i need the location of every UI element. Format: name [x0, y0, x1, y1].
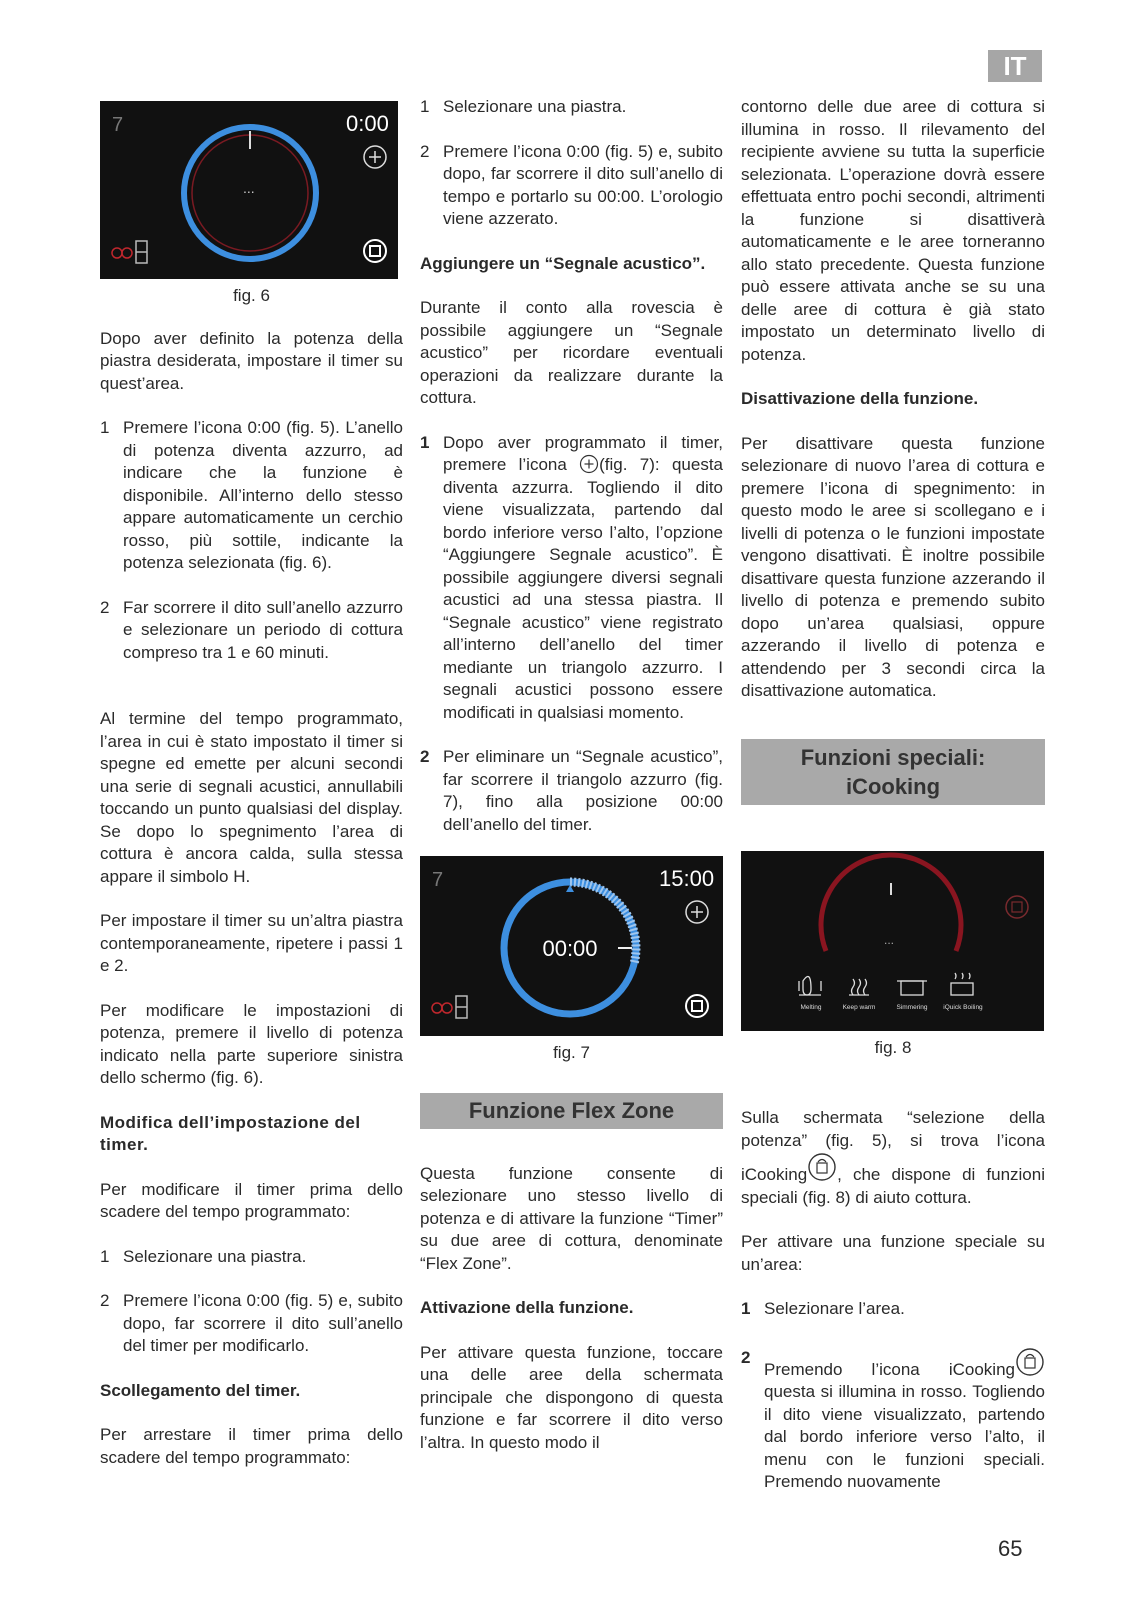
list-number: 2: [420, 747, 430, 766]
fig8-panel: [741, 851, 1044, 1031]
flex-paragraph: Questa funzione consente di selezionare uno stesso livello di potenza e di attivare la funzione “Timer” su due aree di cottura, denominate “Flex Zone”.: [420, 1163, 723, 1273]
melting-icon[interactable]: [799, 976, 821, 995]
list-item: [100, 1246, 403, 1269]
signal-paragraph: Durante il conto alla rovescia è possibile aggiungere un “Segnale acustico” per ricordare eventuali operazioni da realizzare durante la cottura.: [420, 298, 723, 407]
fig6-panel: [100, 101, 398, 279]
power-off-icon[interactable]: [686, 995, 708, 1017]
fig7-display: [420, 856, 723, 1036]
fig6-display: [100, 101, 398, 279]
step-text: (fig. 7): questa diventa azzurra. Togliendo il dito viene visualizzata, partendo dal bordo inferiore verso l’alto, l’opzione “Aggiungere Segnale acustico”. È possibile aggiungere diversi segnali acustici ad una stessa piastra. Il “Segnale acustico” viene registrato all’interno dell’anello del timer mediante un triangolo azzurro. I segnali acustici possono essere modificati in qualsiasi momento.: [443, 455, 723, 722]
activate-heading: Attivazione della funzione.: [420, 1298, 634, 1317]
list-text: Selezionare una piastra.: [123, 1246, 307, 1266]
quick-boiling-icon[interactable]: [951, 973, 973, 995]
fig8-label: Melting: [800, 1003, 822, 1011]
list-item: [741, 1298, 1045, 1321]
column-2: [420, 96, 723, 1476]
list-text: Per eliminare un “Segnale acustico”, far scorrere il triangolo azzurro (fig. 7), fino alla posizione 00:00 dell’anello del timer.: [443, 747, 723, 834]
deactivate-heading: Disattivazione della funzione.: [741, 389, 979, 408]
signal-heading: Aggiungere un “Segnale acustico”.: [420, 253, 706, 273]
banner-line: Funzioni speciali:: [800, 744, 986, 770]
icooking-icon: [807, 1152, 837, 1182]
special-functions-banner: [741, 739, 1045, 805]
signal-triangle-icon: [566, 885, 574, 892]
list-text: Premere l’icona 0:00 (fig. 5) e, subito dopo, far scorrere il dito sull’anello di tempo e portarlo su 00:00. L’orologio viene azzerato.: [443, 141, 723, 228]
paragraph-text: , che dispone di funzioni speciali (fig. 8) di aiuto cottura.: [741, 1165, 1045, 1207]
list-text: Premere l’icona 0:00 (fig. 5) e, subito dopo, far scorrere il dito sull’anello del timer per modificarlo.: [123, 1291, 403, 1355]
deactivate-paragraph: Per disattivare questa funzione selezionare di nuovo l’area di cottura e premere l’icona di spegnimento: in questo modo le aree si scollegano e i livelli di potenza o le funzioni impostate vengono disattivati. È inoltre possibile disattivare questa funzione azzerando il livello di potenza e premendo subito dopo un’area qualsiasi, oppure azzerando il livello di potenza e attendendo per 3 secondi circa la disattivazione automatica.: [741, 433, 1045, 700]
timer-end-paragraph: Al termine del tempo programmato, l’area in cui è stato impostato il timer si spegne ed emette per alcuni secondi una serie di segnali acustici, annullabili toccando un punto qualsiasi del display. Se dopo lo spegnimento l’area di cottura è ancora calda, sulla stessa appare il simbolo H.: [100, 709, 403, 886]
activate-paragraph: Per attivare questa funzione, toccare una delle aree della schermata principale che dispongono di questa funzione e far scorrere il dito verso l’altra. In questo modo il: [420, 1342, 723, 1452]
paragraph-text: Sulla schermata “selezione della potenza” (fig. 5), si trova l’icona iCooking: [741, 1108, 1045, 1184]
language-tab: IT: [988, 50, 1042, 82]
fig7-time: 15:00: [659, 866, 715, 891]
fig6-dots: ...: [243, 180, 255, 196]
simmering-icon[interactable]: [897, 981, 927, 995]
other-plate-paragraph: Per impostare il timer su un’altra piastra contemporaneamente, ripetere i passi 1 e 2.: [100, 911, 403, 975]
list-text: [764, 1347, 1045, 1494]
modify-timer-paragraph: Per modificare il timer prima dello scadere del tempo programmato:: [100, 1179, 403, 1221]
page-number: 65: [998, 1536, 1023, 1561]
list-number: 1: [100, 1246, 110, 1266]
list-number: 2: [100, 1291, 110, 1310]
list-number: 2: [420, 141, 430, 161]
plus-icon: [579, 454, 599, 474]
icooking-icon: [1015, 1347, 1045, 1377]
list-number: 1: [100, 418, 110, 437]
fig8-label: iQuick Boiling: [943, 1003, 983, 1011]
list-item: [420, 141, 723, 231]
list-item: [420, 746, 723, 836]
unlink-timer-heading: Scollegamento del timer.: [100, 1380, 301, 1400]
fig7-caption: fig. 7: [553, 1043, 590, 1062]
fig7-level: 7: [432, 869, 444, 891]
fig8-label: Keep warm: [842, 1003, 876, 1011]
fig7-center-time: 00:00: [542, 936, 598, 961]
fig8-caption: fig. 8: [874, 1037, 912, 1057]
activate-special-paragraph: Per attivare una funzione speciale su un’area:: [741, 1232, 1045, 1274]
list-number: 2: [741, 1347, 751, 1367]
keep-warm-icon[interactable]: [849, 979, 869, 995]
icooking-icon[interactable]: [1006, 896, 1028, 918]
screen-paragraph: [741, 1107, 1045, 1209]
list-text: [443, 432, 723, 725]
flex-zone-banner: Funzione Flex Zone: [420, 1093, 723, 1129]
fig8-dots: ...: [884, 932, 895, 947]
list-text: Premere l’icona 0:00 (fig. 5). L’anello di potenza diventa azzurro, ad indicare che la funzione è disponibile. All’interno dello stesso appare automaticamente un cerchio rosso, più sottile, indicante la potenza selezionata (fig. 6).: [123, 418, 403, 572]
list-text: Selezionare l’area.: [764, 1299, 905, 1318]
list-text: Selezionare una piastra.: [443, 97, 627, 116]
fig7-panel: [420, 856, 723, 1036]
fig8-label: Simmering: [896, 1003, 928, 1011]
list-item: [100, 1290, 403, 1358]
list-item: [100, 417, 403, 575]
fig6-caption: fig. 6: [233, 286, 270, 305]
list-item: [100, 597, 403, 665]
flex-zone-icon[interactable]: [432, 996, 467, 1018]
list-number: 1: [741, 1299, 751, 1318]
fig6-time: 0:00: [346, 111, 389, 136]
intro-paragraph: Dopo aver definito la potenza della piastra desiderata, impostare il timer su quest’area.: [100, 328, 403, 393]
flex-zone-icon[interactable]: [112, 241, 147, 263]
list-number: 1: [420, 97, 430, 116]
list-text: Far scorrere il dito sull’anello azzurro e selezionare un periodo di cottura compreso tra 1 e 60 minuti.: [123, 597, 403, 662]
list-item: [420, 432, 723, 725]
step-text: questa si illumina in rosso. Togliendo il dito viene visualizzato, partendo dal bordo inferiore verso l’alto, il menu con le funzioni speciali. Premendo nuovamente: [764, 1382, 1045, 1491]
power-off-icon[interactable]: [364, 240, 386, 262]
unlink-timer-paragraph: Per arrestare il timer prima dello scadere del tempo programmato:: [100, 1425, 403, 1467]
step-text: Dopo aver programmato il timer, premere l’icona: [443, 432, 723, 474]
step-text: Premendo l’icona iCooking: [764, 1359, 1015, 1379]
plus-icon[interactable]: [686, 901, 708, 923]
modify-power-paragraph: Per modificare le impostazioni di potenza, premere il livello di potenza indicato nella parte superiore sinistra dello schermo (fig. 6).: [100, 1000, 403, 1087]
list-item: [420, 96, 723, 119]
list-item: [741, 1347, 1045, 1494]
fig8-display: [741, 851, 1044, 1031]
column-3: [741, 96, 1045, 1516]
modify-timer-heading: Modifica dell’impostazione del timer.: [100, 1112, 361, 1154]
list-number: 2: [100, 597, 110, 617]
fig6-level: 7: [112, 114, 124, 136]
contour-paragraph: contorno delle due aree di cottura si illumina in rosso. Il rilevamento del recipiente avviene su tutta la superficie selezionata. L’operazione dovrà essere effettuata entro pochi secondi, altrimenti la funzione si disattiverà automaticamente e le aree torneranno allo stato precedente. Questa funzione può essere attivata anche se su una delle aree di cottura è già stato impostato un determinato livello di potenza.: [741, 97, 1045, 364]
plus-icon[interactable]: [364, 146, 386, 168]
list-number: 1: [420, 432, 430, 452]
banner-line: iCooking: [845, 773, 941, 799]
column-1: [100, 96, 403, 1491]
